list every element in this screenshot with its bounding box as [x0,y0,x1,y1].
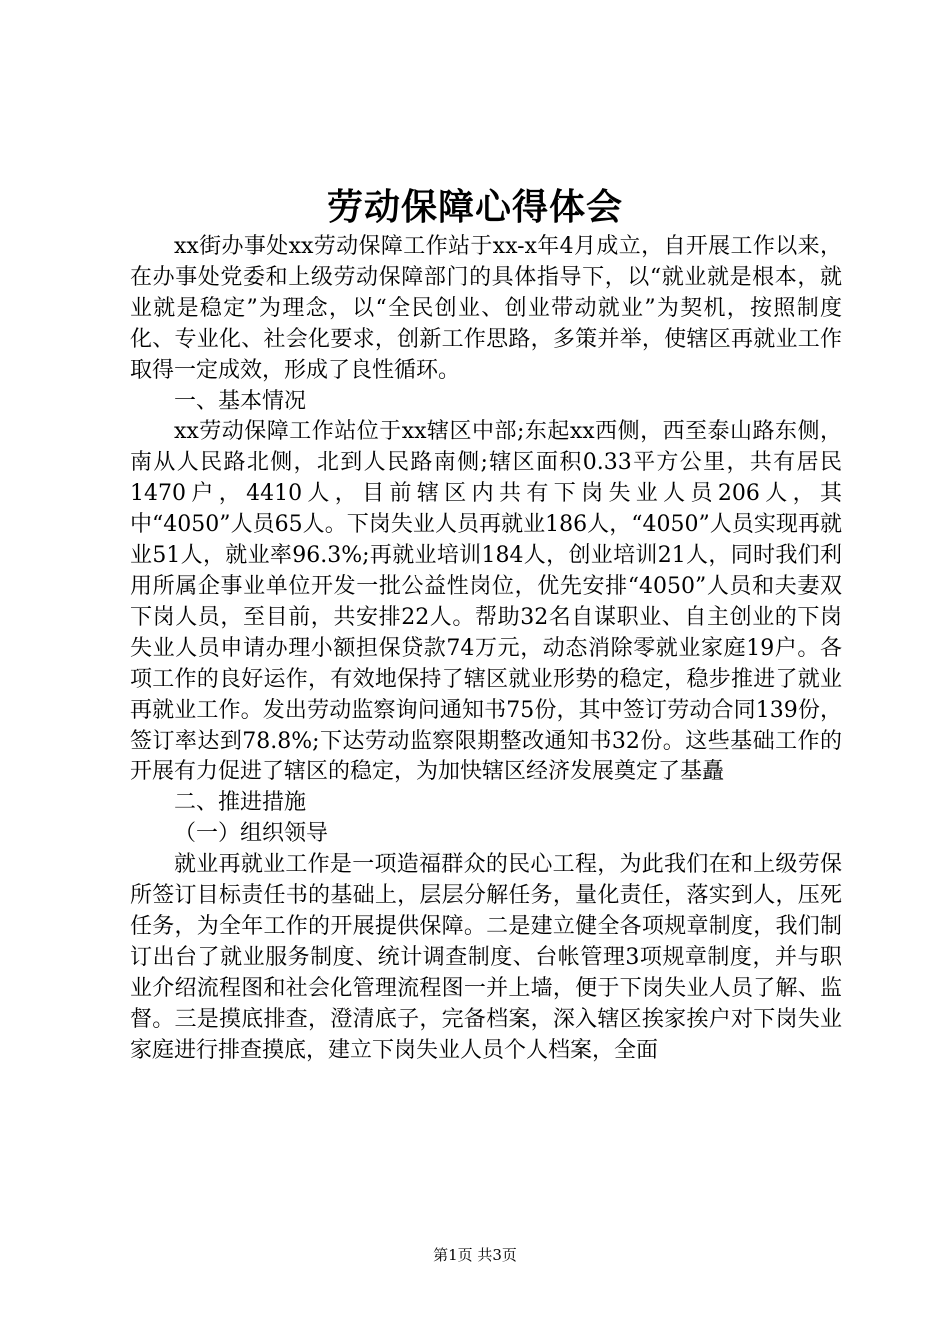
heading-basic-situation: 一、基本情况 [174,388,307,414]
subheading-organization: （一）组织领导 [174,821,329,847]
paragraph-basic-situation: xx劳动保障工作站位于xx辖区中部;东起xx西侧，西至泰山路东侧，南从人民路北侧，北到人民路南侧;辖区面积0.33平方公里，共有居民1470户，4410人，目前辖区内共有下岗失业人员206人，其中“4050”人员65人。下岗失业人员再就业186人，“4050”人员实现再就业51人，就业率96.3%;再就业培训184人，创业培训21人，同时我们利用所属企事业单位开发一批公益性岗位，优先安排“4050”人员和夫妻双下岗人员，至目前，共安排22人。帮助32名自谋职业、自主创业的下岗失业人员申请办理小额担保贷款74万元，动态消除零就业家庭19户。各项工作的良好运作，有效地保持了辖区就业形势的稳定，稳步推进了就业再就业工作。发出劳动监察询问通知书75份，其中签订劳动合同139份，签订率达到78.8%;下达劳动监察限期整改通知书32份。这些基础工作的开展有力促进了辖区的稳定，为加快辖区经济发展奠定了基矗 [130,419,842,785]
document-body [130,232,842,1066]
paragraph-intro: xx街办事处xx劳动保障工作站于xx-x年4月成立，自开展工作以来，在办事处党委和上级劳动保障部门的具体指导下，以“就业就是根本，就业就是稳定”为理念，以“全民创业、创业带动就业”为契机，按照制度化、专业化、社会化要求，创新工作思路，多策并举，使辖区再就业工作取得一定成效，形成了良性循环。 [130,234,842,383]
page-number: 第1页 共3页 [433,1246,517,1264]
heading-measures: 二、推进措施 [174,790,307,816]
paragraph-organization: 就业再就业工作是一项造福群众的民心工程，为此我们在和上级劳保所签订目标责任书的基础上，层层分解任务，量化责任，落实到人，压死任务，为全年工作的开展提供保障。二是建立健全各项规章制度，我们制订出台了就业服务制度、统计调查制度、台帐管理3项规章制度，并与职业介绍流程图和社会化管理流程图一并上墙，便于下岗失业人员了解、监督。三是摸底排查，澄清底子，完备档案，深入辖区挨家挨户对下岗失业家庭进行排查摸底，建立下岗失业人员个人档案，全面 [130,852,842,1063]
document-title: 劳动保障心得体会 [326,186,623,228]
